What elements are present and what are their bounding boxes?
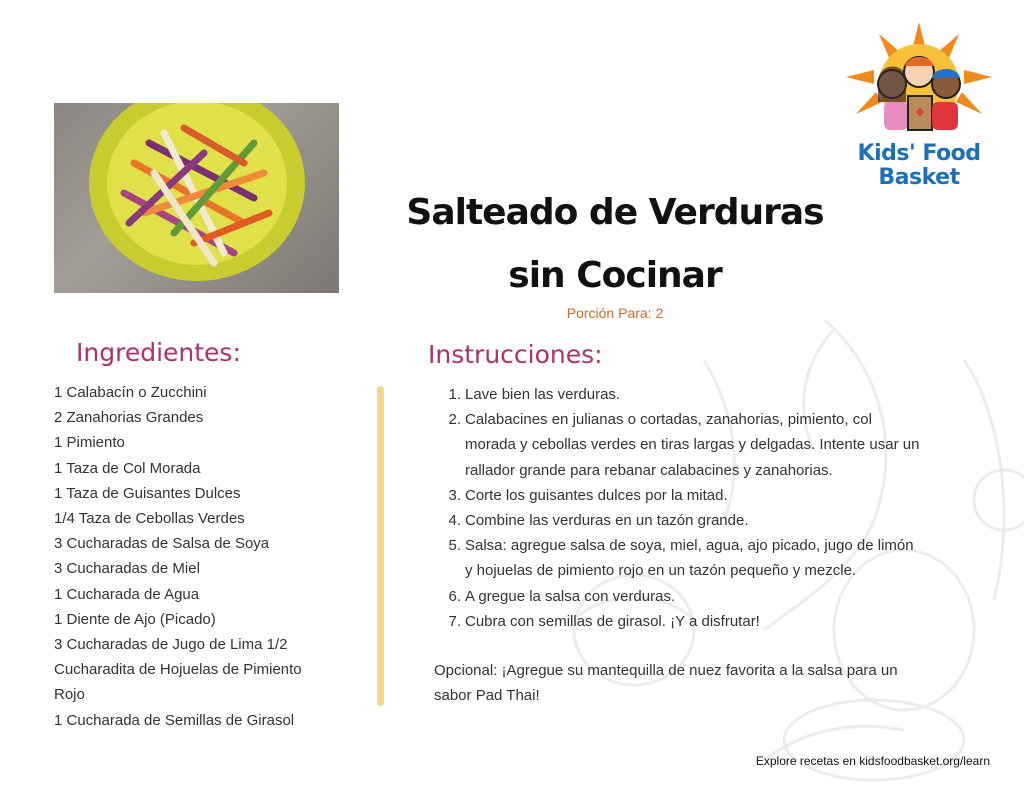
step-text: Cubra con semillas de girasol. ¡Y a disfrutar!	[465, 612, 760, 630]
ingredient-item: 1/4 Taza de Cebollas Verdes	[54, 510, 245, 528]
step-number: 7.	[448, 612, 461, 630]
step-text: A gregue la salsa con verduras.	[465, 587, 676, 605]
footer-link-text: Explore recetas en kidsfoodbasket.org/learn	[755, 754, 990, 768]
optional-note	[434, 658, 974, 708]
instruction-step-continued	[446, 558, 976, 583]
step-text: Lave bien las verduras.	[465, 386, 621, 403]
kids-food-basket-logo	[844, 22, 994, 194]
ingredient-item: 1 Cucharada de Semillas de Girasol	[54, 711, 295, 729]
step-text: rallador grande para rebanar calabacines y zanahorias.	[465, 461, 833, 479]
ingredient-item: 3 Cucharadas de Jugo de Lima 1/2	[54, 636, 288, 654]
step-number: 6.	[448, 587, 461, 605]
instruction-step	[446, 533, 976, 558]
step-text: Combine las verduras en un tazón grande.	[465, 512, 749, 530]
step-number: 4.	[448, 512, 461, 530]
ingredient-item: Rojo	[54, 686, 85, 704]
recipe-title-line1: Salteado de Verduras	[406, 192, 824, 233]
ingredient-item: 1 Diente de Ajo (Picado)	[54, 610, 216, 628]
recipe-title-line2: sin Cocinar	[508, 255, 722, 296]
step-text: y hojuelas de pimiento rojo en un tazón pequeño y mezcle.	[465, 562, 857, 580]
instruction-step-continued	[446, 458, 976, 483]
instruction-step	[446, 483, 976, 508]
column-divider	[377, 386, 384, 706]
step-text: Calabacines en julianas o cortadas, zanahorias, pimiento, col	[465, 411, 872, 429]
serving-size: Porción Para: 2	[566, 305, 664, 321]
instruction-step	[446, 609, 976, 634]
step-number: 3.	[448, 486, 461, 504]
instruction-step	[446, 508, 976, 533]
ingredient-item: 3 Cucharadas de Miel	[54, 560, 200, 578]
ingredient-item: 1 Taza de Guisantes Dulces	[54, 484, 241, 502]
ingredient-item: 1 Pimiento	[54, 434, 125, 452]
ingredient-item: 1 Taza de Col Morada	[54, 459, 201, 477]
ingredients-list	[54, 380, 354, 733]
logo-text-line1: Kids' Food	[857, 141, 981, 166]
instruction-step	[446, 584, 976, 609]
step-number: 1.	[448, 386, 461, 403]
step-text: Corte los guisantes dulces por la mitad.	[465, 486, 728, 504]
ingredients-heading: Ingredientes:	[76, 338, 241, 367]
ingredient-item: Cucharadita de Hojuelas de Pimiento	[54, 661, 302, 679]
instruction-step-continued	[446, 432, 976, 457]
instructions-heading: Instrucciones:	[428, 340, 603, 369]
step-text: Salsa: agregue salsa de soya, miel, agua, ajo picado, jugo de limón	[465, 537, 914, 555]
step-text: morada y cebollas verdes en tiras largas y delgadas. Intente usar un	[465, 436, 920, 454]
instruction-step	[446, 382, 976, 407]
ingredient-item: 3 Cucharadas de Salsa de Soya	[54, 535, 270, 553]
optional-note-line1: Opcional: ¡Agregue su mantequilla de nuez favorita a la salsa para un	[434, 662, 898, 679]
ingredient-item: 1 Cucharada de Agua	[54, 585, 200, 603]
step-number: 2.	[448, 411, 461, 429]
instruction-step	[446, 407, 976, 432]
ingredient-item: 1 Calabacín o Zucchini	[54, 384, 207, 401]
salad-photo	[54, 103, 339, 293]
step-number: 5.	[448, 537, 461, 555]
instructions-list	[446, 382, 976, 634]
optional-note-line2: sabor Pad Thai!	[434, 687, 540, 704]
ingredient-item: 2 Zanahorias Grandes	[54, 409, 204, 427]
logo-text-line2: Basket	[878, 165, 960, 190]
